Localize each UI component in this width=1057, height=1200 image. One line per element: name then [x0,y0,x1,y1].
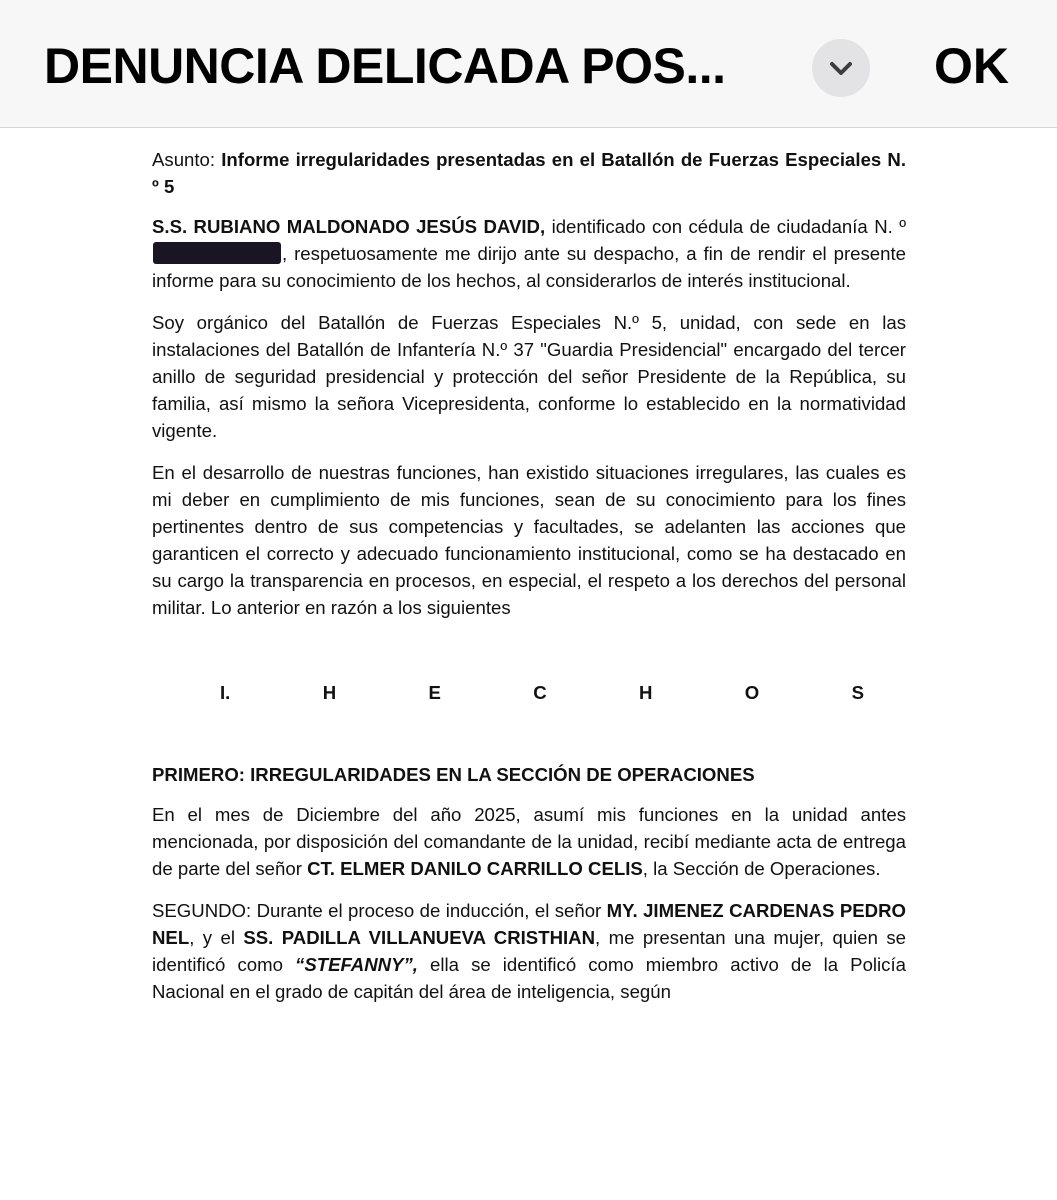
primero-name: CT. ELMER DANILO CARRILLO CELIS [307,858,643,879]
intro-name: S.S. RUBIANO MALDONADO JESÚS DAVID, [152,216,546,237]
hechos-letter: O [744,682,760,703]
asunto-label: Asunto: [152,149,216,170]
segundo-mid-1: , y el [189,927,244,948]
intro-text-before: identificado con cédula de ciudadanía N. º [545,216,907,237]
segundo-name-2: SS. PADILLA VILLANUEVA CRISTHIAN [243,927,596,948]
redacted-id-number [153,242,281,264]
document-title: DENUNCIA DELICADA POS... [44,38,726,94]
intro-text-after: , respetuosamente me dirijo ante su despacho, a fin de rendir el presente informe para su conocimiento de los hechos, al considerarlos de interés institucional. [152,243,906,291]
segundo-mid-2: , me presentan una mujer, quien se identificó como [152,927,906,975]
paragraph-organic: Soy orgánico del Batallón de Fuerzas Especiales N.º 5, unidad, con sede en las instalaciones del Batallón de Infantería N.º 37 "Guardia Presidencial" encargado del tercer anillo de seguridad presidencial y protección del señor Presidente de la República, su familia, así mismo la señora Vicepresidenta, conforme lo establecido en la normatividad vigente. [152,312,906,441]
primero-text-after: , la Sección de Operaciones. [642,858,881,879]
segundo-name-1: MY. JIMENEZ CARDENAS PEDRO NEL [152,900,906,948]
intro-paragraph [152,213,906,294]
asunto-subject: Informe irregularidades presentadas en el Batallón de Fuerzas Especiales N. º 5 [152,149,906,197]
hechos-letter: E [428,682,441,703]
segundo-lead: SEGUNDO: Durante el proceso de inducción, el señor [152,900,607,921]
hechos-heading [152,679,906,706]
primero-heading: PRIMERO: IRREGULARIDADES EN LA SECCIÓN DE OPERACIONES [152,764,755,785]
segundo-text-after: ella se identificó como miembro activo de la Policía Nacional en el grado de capitán del área de inteligencia, según [152,954,906,1002]
primero-paragraph [152,801,906,882]
hechos-letter: H [322,682,337,703]
primero-text-before: En el mes de Diciembre del año 2025, asumí mis funciones en la unidad antes mencionada, por disposición del comandante de la unidad, recibí mediante acta de entrega de parte del señor [152,804,906,879]
expand-title-button[interactable] [812,39,870,97]
top-bar [0,0,1057,128]
hechos-letter: S [851,682,864,703]
hechos-letter: C [533,682,547,703]
asunto-paragraph [152,146,906,200]
document-page [152,146,906,1005]
hechos-letter: H [639,682,653,703]
ok-button[interactable]: OK [934,38,1009,94]
paragraph-functions: En el desarrollo de nuestras funciones, han existido situaciones irregulares, las cuales es mi deber en cumplimiento de mis funciones, sean de su conocimiento para los fines pertinentes dentro de sus competencias y facultades, se adelanten las acciones que garanticen el correcto y adecuado funcionamiento institucional, como se ha destacado en su cargo la transparencia en procesos, en especial, el respeto a los derechos del personal militar. Lo anterior en razón a los siguientes [152,462,906,618]
chevron-down-icon [827,56,855,80]
segundo-paragraph [152,897,906,1005]
segundo-alias: “STEFANNY”, [295,954,418,975]
hechos-letter: I. [220,682,231,703]
